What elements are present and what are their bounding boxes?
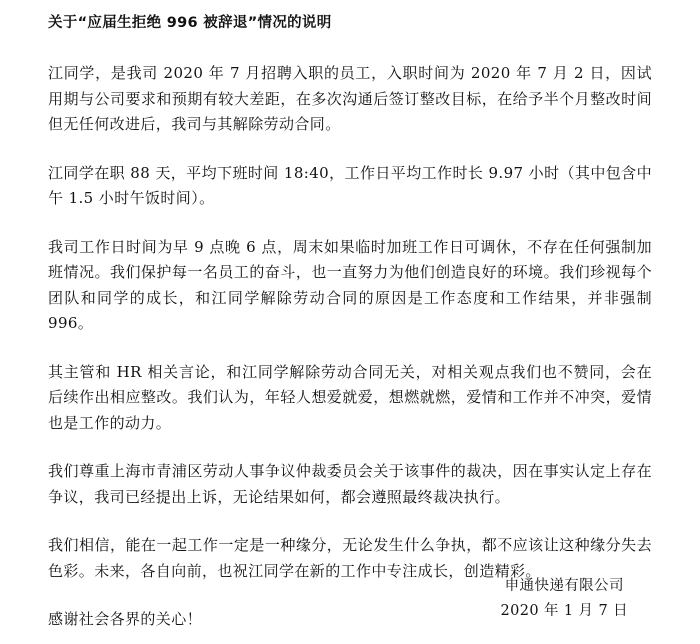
paragraph-closing-wishes: 我们相信，能在一起工作一定是一种缘分，无论发生什么争执，都不应该让这种缘分失去色彩。未来，各自向前，也祝江同学在新的工作中专注成长，创造精彩。	[48, 536, 652, 580]
paragraph-arbitration: 我们尊重上海市青浦区劳动人事争议仲裁委员会关于该事件的裁决，因在事实认定上存在争议，我司已经提出上诉，无论结果如何，都会遵照最终裁决执行。	[48, 462, 652, 506]
paragraph-manager-remarks: 其主管和 HR 相关言论，和江同学解除劳动合同无关，对相关观点我们也不赞同，会在后续作出相应整改。我们认为，年轻人想爱就爱，想燃就燃，爱情和工作并不冲突，爱情也是工作的动力。	[48, 362, 652, 432]
paragraph-working-hours: 江同学在职 88 天，平均下班时间 18:40，工作日平均工作时长 9.97 小时（其中包含中午 1.5 小时午饭时间）。	[48, 163, 652, 207]
paragraph-thanks: 感谢社会各界的关心！	[48, 610, 203, 628]
signature-date: 2020 年 1 月 7 日	[500, 603, 628, 619]
signature-block	[501, 574, 629, 624]
paragraph-dismissal-reason: 江同学，是我司 2020 年 7 月招聘入职的员工，入职时间为 2020 年 7 月 2 日，因试用期与公司要求和预期有较大差距，在多次沟通后签订整改目标，在给予半个月整改时间但无任何改进后，我司与其解除劳动合同。	[48, 64, 652, 133]
document-title: 关于“应届生拒绝 996 被辞退”情况的说明	[48, 15, 332, 31]
paragraph-company-policy: 我司工作日时间为早 9 点晚 6 点，周末如果临时加班工作日可调休，不存在任何强制加班情况。我们保护每一名员工的奋斗，也一直努力为他们创造良好的环境。我们珍视每个团队和同学的成长，和江同学解除劳动合同的原因是工作态度和工作结果，并非强制 996。	[48, 237, 652, 332]
signature-company: 申通快递有限公司	[504, 578, 624, 594]
